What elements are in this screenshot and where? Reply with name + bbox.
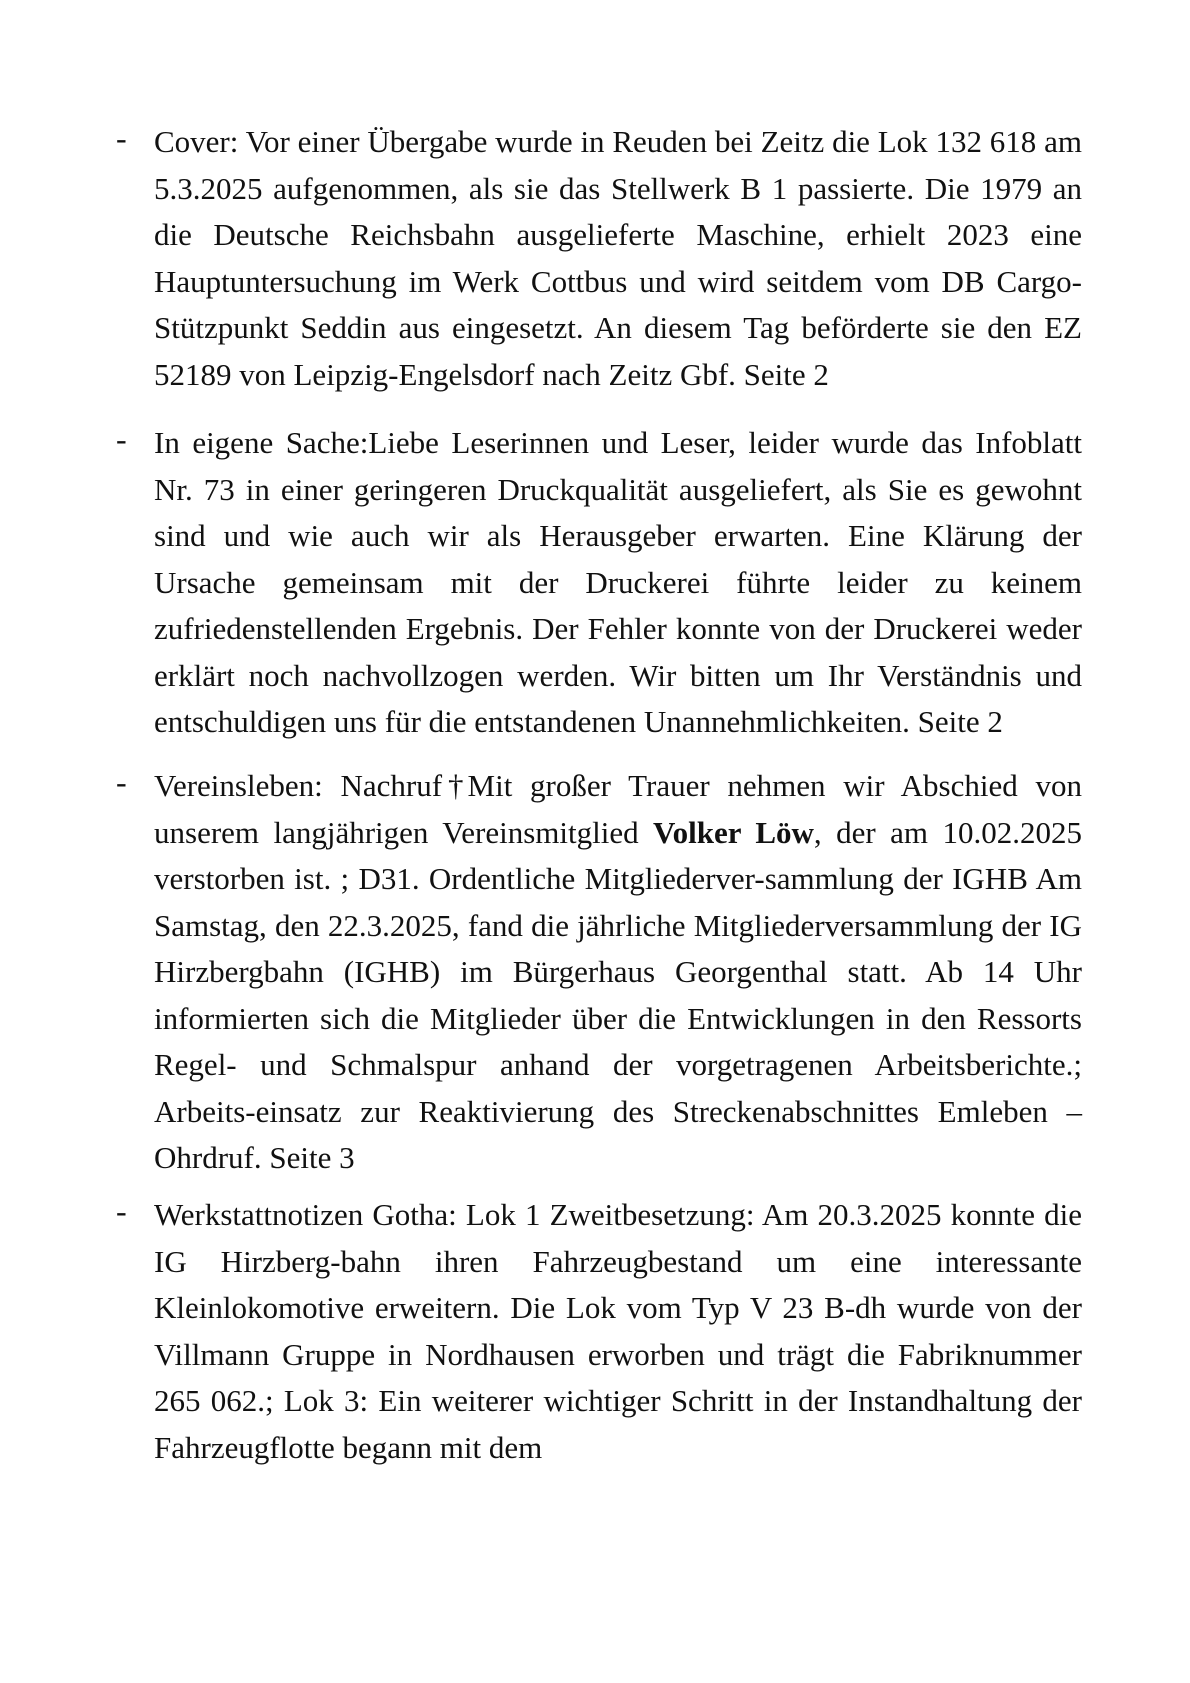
bullet-dash: - [116,764,127,800]
bullet-dash: - [116,421,127,457]
list-item-in-eigener-sache [116,420,1082,763]
entry-text-in-eigener-sache: In eigene Sache:Liebe Leserinnen und Leser, leider wurde das Infoblatt Nr. 73 in einer geringeren Druckqualität ausgeliefert, als Sie es gewohnt sind und wie auch wir als Herausgeber erwarten. Eine Klärung der Ursache gemeinsam mit der Druckerei führte leider zu keinem zufriedenstellenden Ergebnis. Der Fehler konnte von der Druckerei weder erklärt noch nachvollzogen werden. Wir bitten um Ihr Verständnis und entschuldigen uns für die entstandenen Unannehmlichkeiten. Seite 2 [154,425,1082,739]
list-item-vereinsleben [116,763,1082,1192]
deceased-name: Volker Löw [653,814,814,850]
vereinsleben-rest: , der am 10.02.2025 verstorben ist. ; D31. Ordentliche Mitgliederver-sammlung der IGHB Am Samstag, den 22.3.2025, fand die jährliche Mitgliederversammlung der IG Hirzbergbahn (IGHB) im Bürgerhaus Georgenthal statt. Ab 14 Uhr informierten sich die Mitglieder über die Entwicklungen in den Ressorts Regel- und Schmalspur anhand der vorgetragenen Arbeitsberichte.; Arbeits-einsatz zur Reaktivierung des Streckenabschnittes Emleben – Ohrdruf. Seite 3 [154,814,1082,1175]
bullet-dash: - [116,1193,127,1229]
list-item-cover [116,119,1082,420]
entry-text-vereinsleben [154,763,1082,1182]
entry-text-cover: Cover: Vor einer Übergabe wurde in Reuden bei Zeitz die Lok 132 618 am 5.3.2025 aufgenommen, als sie das Stellwerk B 1 passierte. Die 1979 an die Deutsche Reichsbahn ausgelieferte Maschine, erhielt 2023 eine Hauptuntersuchung im Werk Cottbus und wird seitdem vom DB Cargo-Stützpunkt Seddin aus eingesetzt. An diesem Tag beförderte sie den EZ 52189 von Leipzig-Engelsdorf nach Zeitz Gbf. Seite 2 [154,124,1082,392]
nachruf-label: Vereinsleben: Nachruf [154,768,443,803]
summary-list [116,119,1082,1471]
nachruf-text: Mit großer Trauer nehmen wir Abschied von unserem langjährigen Vereinsmitglied [154,768,1082,850]
cross-icon: † [448,768,464,803]
entry-text-werkstattnotizen: Werkstattnotizen Gotha: Lok 1 Zweitbesetzung: Am 20.3.2025 konnte die IG Hirzberg-bahn ihren Fahrzeugbestand um eine interessante Kleinlokomotive erweitern. Die Lok vom Typ V 23 B-dh wurde von der Villmann Gruppe in Nordhausen erworben und trägt die Fabriknummer 265 062.; Lok 3: Ein weiterer wichtiger Schritt in der Instandhaltung der Fahrzeugflotte begann mit dem [154,1197,1082,1465]
list-item-werkstattnotizen [116,1192,1082,1471]
bullet-dash: - [116,120,127,156]
